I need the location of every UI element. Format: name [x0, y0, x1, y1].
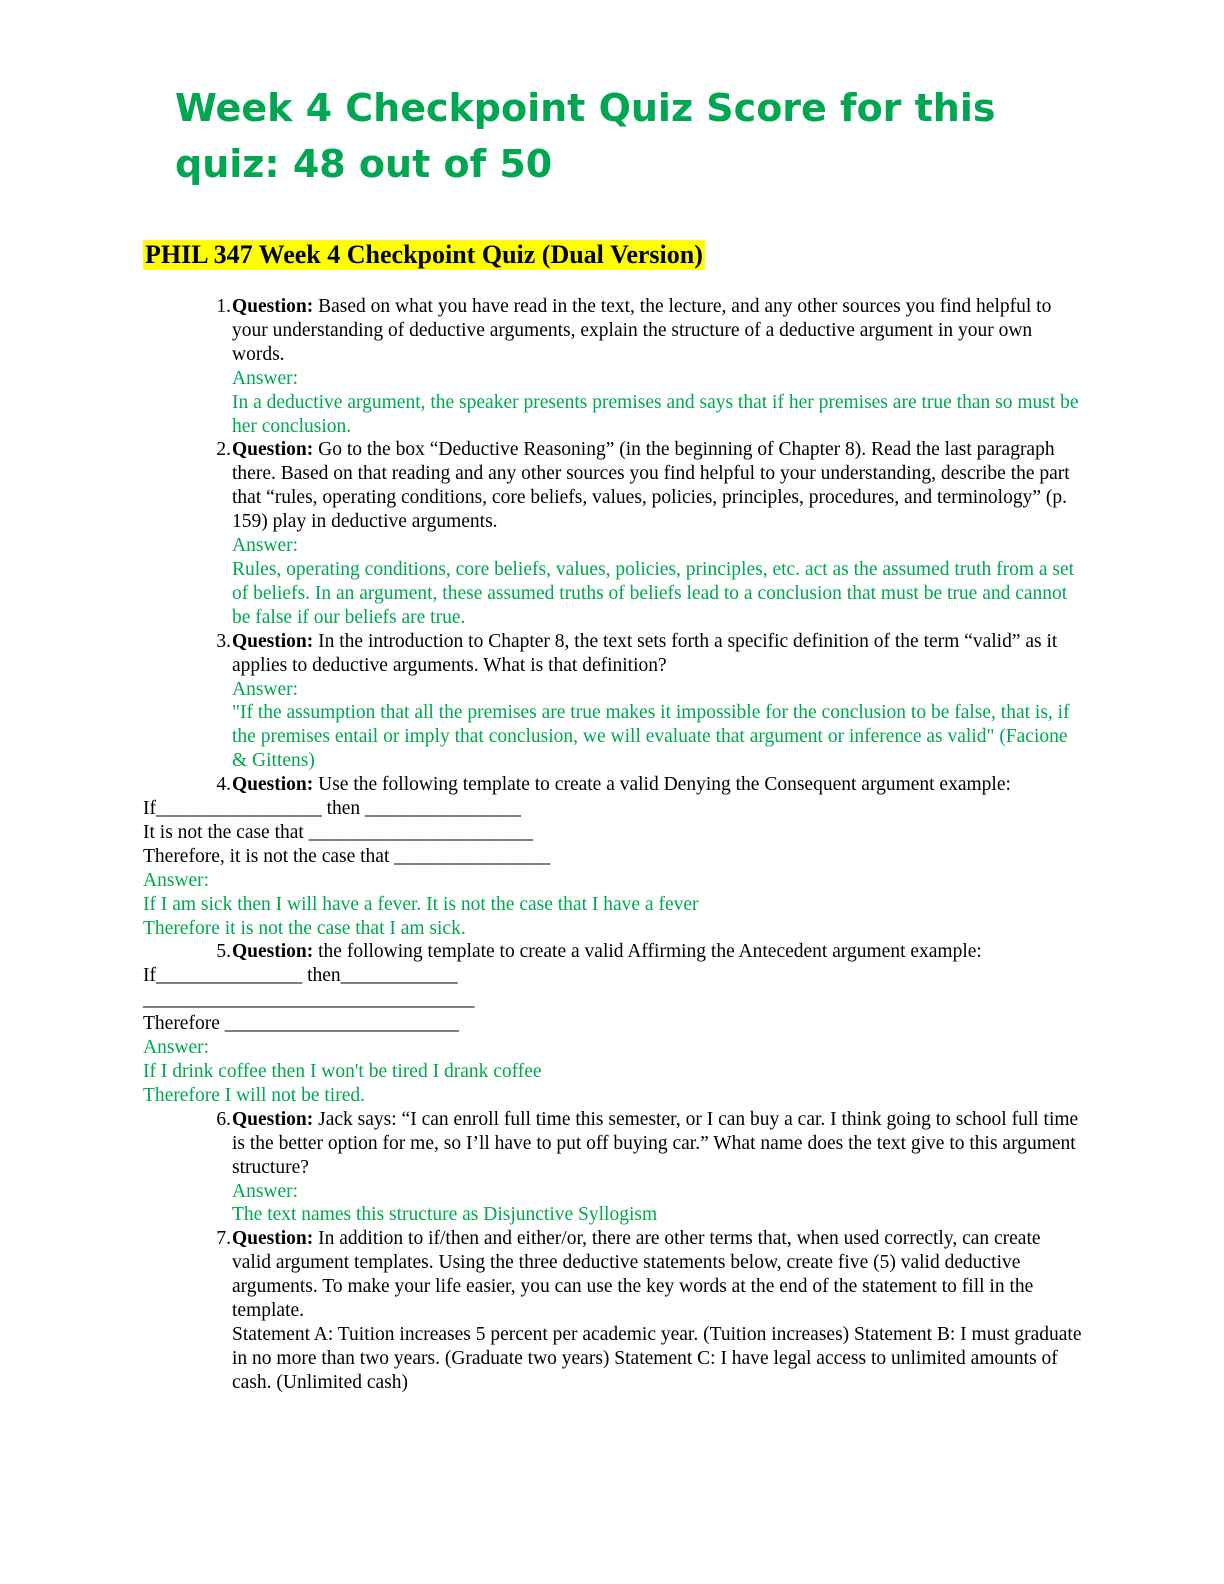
answer-label: Answer: — [143, 869, 210, 891]
template-line: Therefore ________________________ — [143, 1013, 459, 1035]
template-line: Therefore, it is not the case that ________________ — [143, 845, 551, 867]
answer-label: Answer: — [143, 1037, 210, 1059]
question-number: 1. — [216, 296, 231, 317]
question-text: Go to the box “Deductive Reasoning” (in the beginning of Chapter 8). Read the last paragraph there. Based on that reading and any other sources you find helpful to your understanding, describe the part that “rules, operating conditions, core beliefs, values, policies, principles, procedures, and terminology” (p. 159) play in deductive arguments. — [232, 439, 1070, 533]
answer-label: Answer: — [232, 367, 299, 389]
answer-text: In a deductive argument, the speaker presents premises and says that if her premises are true than so must be her conclusion. — [232, 391, 1079, 437]
question-7 — [143, 1227, 1083, 1394]
question-label: Question: — [232, 630, 314, 652]
template-block-4 — [143, 797, 1083, 940]
page-title: Week 4 Checkpoint Quiz Score for this quiz: 48 out of 50 — [175, 86, 996, 186]
question-text: In addition to if/then and either/or, there are other terms that, when used correctly, can create valid argument templates. Using the three deductive statements below, create five (5) valid deductive arguments. To make your life easier, you can use the key words at the end of the statement to fill in the template. — [232, 1228, 1041, 1322]
question-label: Question: — [232, 296, 314, 317]
question-number: 3. — [216, 630, 231, 652]
question-text: Jack says: “I can enroll full time this semester, or I can buy a car. I think going to school full time is the better option for me, so I’ll have to put off buying car.” What name does the text give to this argument structure? — [232, 1108, 1079, 1178]
answer-text: The text names this structure as Disjunctive Syllogism — [232, 1204, 658, 1226]
answer-line: If I am sick then I will have a fever. It is not the case that I have a fever — [143, 893, 699, 915]
question-text: the following template to create a valid Affirming the Antecedent argument example: — [318, 941, 982, 963]
question-6 — [143, 1108, 1083, 1228]
question-number: 5. — [216, 941, 231, 963]
question-number: 7. — [216, 1228, 231, 1250]
question-3 — [143, 630, 1083, 773]
answer-label: Answer: — [232, 1180, 299, 1202]
question-2 — [143, 438, 1083, 629]
answer-line: Therefore it is not the case that I am sick. — [143, 917, 466, 939]
answer-line: If I drink coffee then I won't be tired I drank coffee — [143, 1061, 542, 1082]
answer-label: Answer: — [232, 535, 299, 557]
question-number: 2. — [216, 439, 231, 461]
question-5 — [143, 940, 1083, 964]
question-label: Question: — [232, 941, 314, 963]
answer-text: "If the assumption that all the premises are true makes it impossible for the conclusion to be false, that is, if the premises entail or imply that conclusion, we will evaluate that argument or inference as valid" (Facione & Gittens) — [232, 702, 1070, 772]
question-number: 4. — [216, 774, 231, 796]
question-list — [143, 295, 1083, 1395]
question-4 — [143, 773, 1083, 797]
template-block-5 — [143, 964, 1083, 1107]
question-1 — [143, 295, 1083, 438]
question-text: Use the following template to create a valid Denying the Consequent argument example: — [318, 774, 1011, 796]
question-label: Question: — [232, 1228, 314, 1250]
question-label: Question: — [232, 774, 314, 796]
question-text: Based on what you have read in the text, the lecture, and any other sources you find helpful to your understanding of deductive arguments, explain the structure of a deductive argument in your own words. — [232, 296, 1052, 365]
question-number: 6. — [216, 1108, 231, 1130]
question-label: Question: — [232, 1108, 314, 1130]
statements-text: Statement A: Tuition increases 5 percent per academic year. (Tuition increases) Statement B: I must graduate in no more than two years. (Graduate two years) Statement C: I have legal access to unlimited amounts of cash. (Unlimited cash) — [232, 1323, 1082, 1393]
template-line: It is not the case that _______________________ — [143, 821, 533, 843]
answer-line: Therefore I will not be tired. — [143, 1084, 365, 1106]
question-text: In the introduction to Chapter 8, the text sets forth a specific definition of the term “valid” as it applies to deductive arguments. What is that definition? — [232, 630, 1058, 676]
template-line: If_________________ then ________________ — [143, 798, 522, 820]
quiz-subtitle: PHIL 347 Week 4 Checkpoint Quiz (Dual Version) — [145, 240, 703, 269]
answer-text: Rules, operating conditions, core beliefs, values, policies, principles, etc. act as the assumed truth from a set of beliefs. In an argument, these assumed truths of beliefs lead to a conclusion that must be true and cannot be false if our beliefs are true. — [232, 558, 1075, 628]
template-line: If_______________ then____________ — [143, 965, 458, 987]
answer-label: Answer: — [232, 678, 299, 700]
question-label: Question: — [232, 439, 314, 461]
template-line: __________________________________ — [143, 989, 475, 1011]
